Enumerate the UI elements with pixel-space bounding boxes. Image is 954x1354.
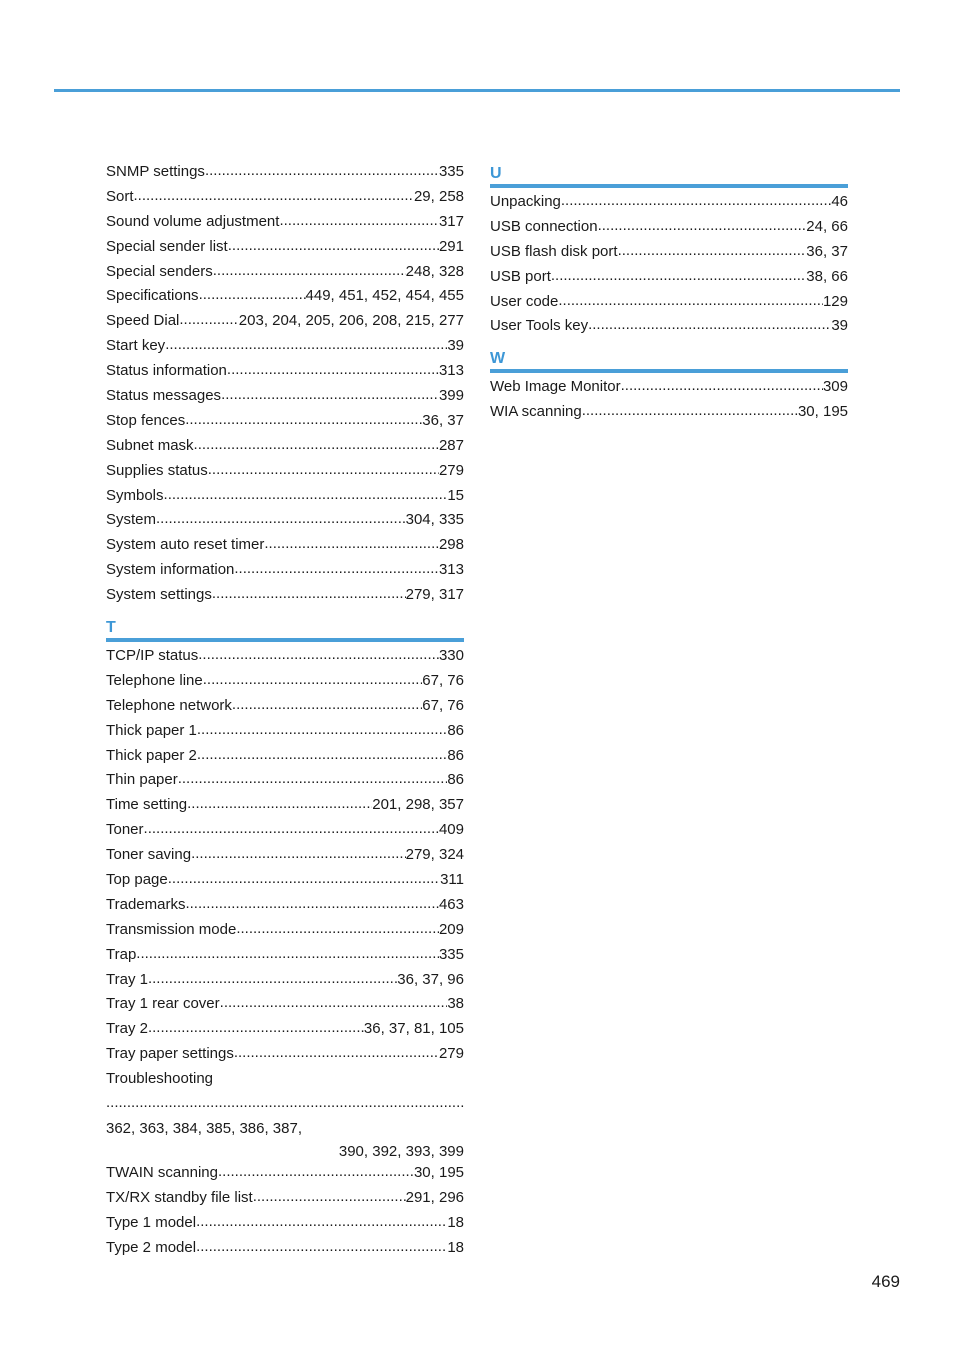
entry-term: Type 1 model bbox=[106, 1213, 197, 1231]
index-entry bbox=[106, 719, 464, 744]
entry-term: Transmission mode bbox=[106, 920, 237, 938]
index-entry bbox=[490, 314, 848, 339]
dot-leader bbox=[148, 1016, 364, 1041]
entry-pages: 203, 204, 205, 206, 208, 215, 277 bbox=[238, 312, 464, 330]
entry-term: Web Image Monitor bbox=[490, 378, 621, 396]
dot-leader bbox=[134, 184, 414, 209]
index-entry bbox=[106, 644, 464, 669]
dot-leader bbox=[212, 582, 406, 607]
dot-leader bbox=[234, 1041, 439, 1066]
dot-leader bbox=[197, 743, 447, 768]
entry-pages: 39 bbox=[447, 337, 464, 355]
index-entry bbox=[106, 993, 464, 1018]
entry-term: User Tools key bbox=[490, 317, 589, 335]
dot-leader bbox=[234, 557, 439, 582]
index-entry bbox=[106, 409, 464, 434]
entry-pages: 67, 76 bbox=[422, 696, 464, 714]
dot-leader bbox=[213, 259, 406, 284]
entry-pages: 30, 195 bbox=[797, 403, 848, 421]
entry-pages: 15 bbox=[447, 486, 464, 504]
entry-term: SNMP settings bbox=[106, 162, 205, 180]
dot-leader bbox=[205, 159, 439, 184]
section-w bbox=[490, 345, 848, 425]
entry-pages: 313 bbox=[438, 561, 464, 579]
index-column-right bbox=[490, 160, 848, 425]
dot-leader bbox=[253, 1185, 406, 1210]
entry-pages: 129 bbox=[822, 292, 848, 310]
entry-pages: 36, 37, 96 bbox=[397, 970, 464, 988]
entry-term: Top page bbox=[106, 871, 168, 889]
entry-pages: 36, 37 bbox=[806, 242, 848, 260]
dot-leader bbox=[598, 214, 807, 239]
dot-leader bbox=[168, 867, 440, 892]
entry-term: System bbox=[106, 511, 157, 529]
entry-pages: 67, 76 bbox=[422, 671, 464, 689]
entry-pages: 38, 66 bbox=[806, 267, 848, 285]
dot-leader bbox=[197, 718, 447, 743]
index-entry bbox=[106, 1017, 464, 1042]
dot-leader bbox=[194, 433, 439, 458]
entry-term: Special sender list bbox=[106, 237, 228, 255]
entry-term: TX/RX standby file list bbox=[106, 1188, 253, 1206]
entry-pages: 86 bbox=[447, 721, 464, 739]
index-entry bbox=[106, 1042, 464, 1067]
entry-pages: 399 bbox=[438, 387, 464, 404]
index-entry bbox=[106, 918, 464, 943]
entry-pages: 201, 298, 357 bbox=[372, 796, 464, 814]
entry-pages: 409 bbox=[438, 821, 464, 839]
entry-term: Subnet mask bbox=[106, 436, 194, 454]
entry-term: USB port bbox=[490, 267, 551, 285]
entry-pages: 298 bbox=[438, 536, 464, 554]
index-entry bbox=[106, 210, 464, 235]
dot-leader bbox=[106, 1091, 464, 1116]
entry-pages: 24, 66 bbox=[806, 217, 848, 235]
entry-pages: 291, 296 bbox=[405, 1188, 464, 1206]
entry-pages: 86 bbox=[447, 746, 464, 764]
index-entry bbox=[106, 384, 464, 409]
index-entry bbox=[106, 508, 464, 533]
entry-term: Symbols bbox=[106, 486, 164, 504]
entry-term: Status messages bbox=[106, 387, 222, 404]
entry-pages: 335 bbox=[438, 162, 464, 180]
dot-leader bbox=[196, 1210, 447, 1235]
index-entry bbox=[106, 943, 464, 968]
entry-pages-continued: 390, 392, 393, 399 bbox=[338, 1142, 464, 1160]
entry-term: Thin paper bbox=[106, 771, 178, 789]
dot-leader bbox=[561, 189, 831, 214]
dot-leader bbox=[164, 483, 448, 508]
dot-leader bbox=[588, 313, 831, 338]
entry-pages: 449, 451, 452, 454, 455 bbox=[305, 287, 464, 305]
index-entry bbox=[106, 968, 464, 993]
entry-term: Telephone line bbox=[106, 671, 203, 689]
index-entry bbox=[106, 1186, 464, 1211]
entry-term: User code bbox=[490, 292, 559, 310]
entry-term: Unpacking bbox=[490, 192, 561, 210]
entry-term: Tray paper settings bbox=[106, 1045, 234, 1063]
dot-leader bbox=[236, 917, 439, 942]
entry-pages: 313 bbox=[438, 362, 464, 380]
entries-s bbox=[106, 160, 464, 608]
section-letter-u: U bbox=[490, 160, 848, 188]
entry-pages: 38 bbox=[447, 995, 464, 1013]
dot-leader bbox=[187, 792, 372, 817]
entry-term: System information bbox=[106, 561, 235, 579]
index-entry bbox=[490, 375, 848, 400]
entries-u bbox=[490, 190, 848, 339]
dot-leader bbox=[582, 399, 798, 424]
index-entry bbox=[106, 1067, 464, 1161]
entry-pages: 317 bbox=[438, 212, 464, 230]
index-entry bbox=[490, 290, 848, 315]
index-entry bbox=[106, 434, 464, 459]
entry-term: Toner bbox=[106, 821, 144, 839]
dot-leader bbox=[156, 507, 406, 532]
entry-pages: 311 bbox=[440, 871, 464, 889]
section-letter-w: W bbox=[490, 345, 848, 373]
dot-leader bbox=[279, 209, 439, 234]
index-entry bbox=[106, 669, 464, 694]
dot-leader bbox=[208, 458, 439, 483]
page-number: 469 bbox=[871, 1272, 900, 1291]
entry-pages: 291 bbox=[438, 237, 464, 255]
dot-leader bbox=[220, 991, 448, 1016]
index-entry bbox=[106, 768, 464, 793]
dot-leader bbox=[232, 693, 422, 718]
entry-term: USB connection bbox=[490, 217, 598, 235]
entry-pages: 209 bbox=[438, 920, 464, 938]
entry-term: Thick paper 1 bbox=[106, 721, 197, 739]
entry-pages: 18 bbox=[447, 1213, 464, 1231]
index-entry bbox=[490, 190, 848, 215]
dot-leader bbox=[203, 668, 423, 693]
index-entry bbox=[106, 284, 464, 309]
entry-term: Speed Dial bbox=[106, 312, 180, 330]
index-entry bbox=[106, 793, 464, 818]
index-entry bbox=[490, 400, 848, 425]
entry-term: Trap bbox=[106, 945, 137, 963]
dot-leader bbox=[179, 308, 238, 333]
entry-term: Troubleshooting bbox=[106, 1070, 214, 1088]
entry-term: Tray 2 bbox=[106, 1020, 148, 1038]
entry-term: TWAIN scanning bbox=[106, 1163, 218, 1181]
entry-term: Start key bbox=[106, 337, 166, 355]
section-t bbox=[106, 614, 464, 1260]
entry-term: Trademarks bbox=[106, 895, 186, 913]
entry-term: System settings bbox=[106, 586, 212, 604]
entry-pages: 287 bbox=[438, 436, 464, 454]
dot-leader bbox=[136, 942, 439, 967]
entry-term: Stop fences bbox=[106, 411, 186, 429]
dot-leader bbox=[185, 408, 422, 433]
entry-term: Special senders bbox=[106, 262, 213, 280]
entries-w bbox=[490, 375, 848, 425]
index-entry bbox=[106, 893, 464, 918]
entry-term: Telephone network bbox=[106, 696, 232, 714]
index-entry bbox=[106, 359, 464, 384]
entry-term: Type 2 model bbox=[106, 1238, 197, 1256]
dot-leader bbox=[558, 289, 823, 314]
entry-pages: 36, 37, 81, 105 bbox=[363, 1020, 464, 1038]
dot-leader bbox=[221, 383, 439, 408]
entry-pages: 36, 37 bbox=[422, 411, 464, 429]
entry-term: Status information bbox=[106, 362, 227, 380]
dot-leader bbox=[185, 892, 439, 917]
dot-leader bbox=[618, 239, 807, 264]
entry-term: Sort bbox=[106, 187, 134, 205]
index-entry bbox=[106, 694, 464, 719]
index-entry bbox=[106, 235, 464, 260]
dot-leader bbox=[228, 234, 439, 259]
dot-leader bbox=[178, 767, 448, 792]
entry-pages: 279, 324 bbox=[405, 846, 464, 864]
dot-leader bbox=[198, 643, 439, 668]
index-column-left bbox=[106, 160, 464, 1260]
dot-leader bbox=[227, 358, 439, 383]
index-entry bbox=[106, 868, 464, 893]
index-entry bbox=[106, 583, 464, 608]
index-entry bbox=[106, 334, 464, 359]
entry-term: Tray 1 rear cover bbox=[106, 995, 220, 1013]
dot-leader bbox=[264, 532, 439, 557]
index-entry bbox=[106, 818, 464, 843]
index-entry bbox=[106, 843, 464, 868]
entry-term: Specifications bbox=[106, 287, 199, 305]
entry-pages: 335 bbox=[438, 945, 464, 963]
index-entry bbox=[490, 265, 848, 290]
index-entry bbox=[106, 459, 464, 484]
index-entry bbox=[106, 185, 464, 210]
entry-term: Supplies status bbox=[106, 461, 208, 479]
entry-pages: 279 bbox=[438, 461, 464, 479]
index-entry bbox=[106, 309, 464, 334]
entry-pages: 309 bbox=[822, 378, 848, 396]
entry-term: System auto reset timer bbox=[106, 536, 265, 554]
index-entry bbox=[106, 484, 464, 509]
index-entry bbox=[490, 240, 848, 265]
entry-term: TCP/IP status bbox=[106, 647, 199, 665]
entry-term: WIA scanning bbox=[490, 403, 582, 421]
index-entry bbox=[106, 1236, 464, 1261]
entry-term: Time setting bbox=[106, 796, 188, 814]
dot-leader bbox=[196, 1235, 447, 1260]
section-u bbox=[490, 160, 848, 339]
entry-pages: 279, 317 bbox=[405, 586, 464, 604]
entry-pages: 248, 328 bbox=[405, 262, 464, 280]
entries-t bbox=[106, 644, 464, 1260]
index-entry bbox=[106, 533, 464, 558]
dot-leader bbox=[218, 1160, 414, 1185]
header-rule bbox=[54, 89, 900, 92]
index-entry bbox=[106, 260, 464, 285]
entry-term: Thick paper 2 bbox=[106, 746, 197, 764]
entry-pages: 29, 258 bbox=[413, 187, 464, 205]
entry-pages: 463 bbox=[438, 895, 464, 913]
entry-pages: 30, 195 bbox=[413, 1163, 464, 1181]
entry-pages: 18 bbox=[447, 1238, 464, 1256]
dot-leader bbox=[144, 817, 439, 842]
entry-term: Sound volume adjustment bbox=[106, 212, 280, 230]
dot-leader bbox=[621, 374, 823, 399]
index-entry bbox=[490, 215, 848, 240]
index-entry bbox=[106, 1161, 464, 1186]
section-letter-t: T bbox=[106, 614, 464, 642]
dot-leader bbox=[199, 283, 306, 308]
index-entry bbox=[106, 160, 464, 185]
dot-leader bbox=[148, 967, 397, 992]
entry-term: USB flash disk port bbox=[490, 242, 618, 260]
entry-pages: 39 bbox=[831, 317, 848, 335]
index-entry bbox=[106, 558, 464, 583]
entry-pages: 279 bbox=[438, 1045, 464, 1063]
entry-term: Tray 1 bbox=[106, 970, 148, 988]
entry-pages: 46 bbox=[831, 192, 848, 210]
entry-pages: 86 bbox=[447, 771, 464, 789]
entry-pages: 304, 335 bbox=[405, 511, 464, 529]
entry-pages: 362, 363, 384, 385, 386, 387, bbox=[106, 1119, 303, 1137]
index-entry bbox=[106, 1211, 464, 1236]
entry-term: Toner saving bbox=[106, 846, 192, 864]
dot-leader bbox=[165, 333, 447, 358]
index-entry bbox=[106, 744, 464, 769]
dot-leader bbox=[551, 264, 806, 289]
entry-pages: 330 bbox=[438, 647, 464, 665]
dot-leader bbox=[191, 842, 406, 867]
